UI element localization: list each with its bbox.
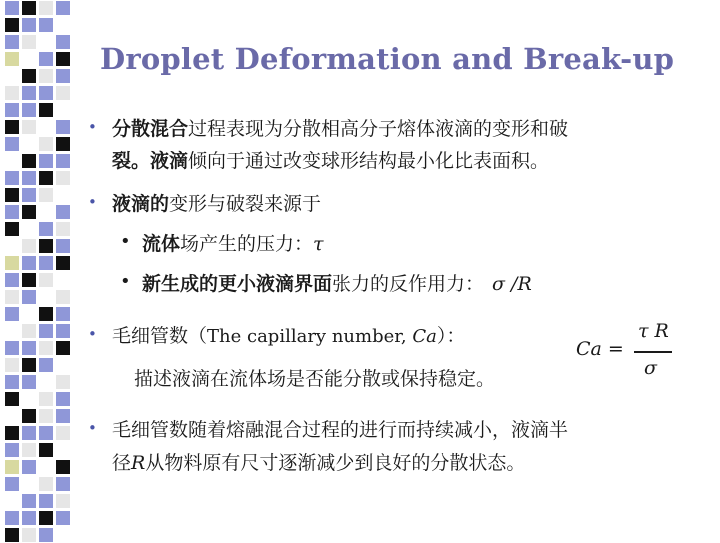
strip-square <box>55 408 71 424</box>
strip-square <box>38 238 54 254</box>
bullet-1-text: 过程表现为分散相高分子熔体液滴的变形和破 <box>188 118 569 140</box>
sigma-over-r-symbol: σ /R <box>492 273 532 295</box>
strip-square <box>38 357 54 373</box>
strip-square <box>38 425 54 441</box>
bullet-3-description: 描述液滴在流体场是否能分散或保持稳定。 <box>134 368 496 390</box>
strip-square <box>21 170 37 186</box>
bullet-2-line <box>112 189 321 216</box>
strip-square <box>55 306 71 322</box>
strip-square <box>38 527 54 543</box>
strip-square <box>4 527 20 543</box>
bullet-1-text-2: 倾向于通过改变球形结构最小化比表面积。 <box>188 150 550 172</box>
strip-square <box>55 510 71 526</box>
strip-square <box>38 442 54 458</box>
strip-square <box>4 391 20 407</box>
bullet-4-pre: 径 <box>112 452 132 474</box>
strip-square <box>55 289 71 305</box>
strip-square <box>4 136 20 152</box>
strip-square <box>55 0 71 16</box>
strip-square <box>38 153 54 169</box>
strip-square <box>21 510 37 526</box>
strip-square <box>4 221 20 237</box>
capillary-number-formula <box>576 320 676 386</box>
strip-square <box>21 238 37 254</box>
bullet-1-bold-2: 裂。液滴 <box>112 150 189 172</box>
strip-square <box>55 51 71 67</box>
strip-square <box>21 323 37 339</box>
bullet-3-text-en: The capillary number, <box>207 326 413 347</box>
strip-square <box>38 0 54 16</box>
sub-bullet-2 <box>142 269 532 296</box>
strip-square <box>21 153 37 169</box>
bullet-3-text-cn: 毛细管数（ <box>112 325 208 347</box>
bullet-1-line-1 <box>112 114 568 141</box>
strip-square <box>4 34 20 50</box>
strip-square <box>21 289 37 305</box>
strip-square <box>38 323 54 339</box>
strip-square <box>4 459 20 475</box>
formula-denominator: σ <box>644 357 657 379</box>
strip-square <box>55 85 71 101</box>
strip-square <box>55 255 71 271</box>
tau-symbol: τ <box>313 233 324 255</box>
bullet-4-line-2 <box>112 448 525 475</box>
strip-square <box>38 221 54 237</box>
strip-square <box>55 323 71 339</box>
strip-square <box>55 374 71 390</box>
strip-square <box>21 187 37 203</box>
strip-square <box>4 187 20 203</box>
strip-square <box>4 85 20 101</box>
strip-square <box>55 238 71 254</box>
strip-square <box>38 85 54 101</box>
strip-square <box>21 527 37 543</box>
strip-square <box>4 0 20 16</box>
strip-square <box>21 374 37 390</box>
strip-square <box>55 204 71 220</box>
strip-square <box>4 255 20 271</box>
sub-bullet-2-bold: 新生成的更小液滴界面 <box>142 273 333 295</box>
bullet-marker: • <box>88 419 97 437</box>
strip-square <box>4 272 20 288</box>
sub-bullet-1-text: 场产生的压力： <box>180 233 314 255</box>
strip-square <box>4 510 20 526</box>
strip-square <box>55 153 71 169</box>
strip-square <box>38 68 54 84</box>
bullet-4-post: 从物料原有尺寸逐渐减少到良好的分散状态。 <box>145 452 526 474</box>
strip-square <box>21 34 37 50</box>
strip-square <box>21 340 37 356</box>
strip-square <box>55 119 71 135</box>
sub-bullet-marker: • <box>120 231 131 252</box>
strip-square <box>4 357 20 373</box>
strip-square <box>21 119 37 135</box>
strip-square <box>55 221 71 237</box>
strip-square <box>55 476 71 492</box>
strip-square <box>21 0 37 16</box>
strip-square <box>38 340 54 356</box>
bullet-2-text: 变形与破裂来源于 <box>169 193 322 215</box>
strip-square <box>38 493 54 509</box>
strip-square <box>21 204 37 220</box>
strip-square <box>4 170 20 186</box>
strip-square <box>38 255 54 271</box>
strip-square <box>4 102 20 118</box>
strip-square <box>55 391 71 407</box>
strip-square <box>21 493 37 509</box>
strip-square <box>55 459 71 475</box>
formula-lhs: Ca = <box>576 338 624 360</box>
bullet-marker: • <box>88 193 97 211</box>
bullet-marker: • <box>88 325 97 343</box>
fraction-bar <box>634 351 672 353</box>
bullet-1-bold: 分散混合 <box>112 118 189 140</box>
strip-square <box>21 459 37 475</box>
strip-square <box>21 85 37 101</box>
radius-symbol: R <box>131 452 146 474</box>
strip-square <box>4 306 20 322</box>
strip-square <box>38 272 54 288</box>
strip-square <box>55 340 71 356</box>
sub-bullet-marker: • <box>120 271 131 292</box>
strip-square <box>21 442 37 458</box>
strip-square <box>55 68 71 84</box>
strip-square <box>4 17 20 33</box>
bullet-4-line-1: 毛细管数随着熔融混合过程的进行而持续减小，液滴半 <box>112 419 569 441</box>
bullet-1-line-2 <box>112 146 549 173</box>
strip-square <box>21 68 37 84</box>
strip-square <box>21 408 37 424</box>
sub-bullet-1-bold: 流体 <box>142 233 181 255</box>
strip-square <box>55 136 71 152</box>
strip-square <box>4 289 20 305</box>
sub-bullet-2-text: 张力的反作用力： <box>332 273 485 295</box>
strip-square <box>4 476 20 492</box>
strip-square <box>21 102 37 118</box>
strip-square <box>38 17 54 33</box>
strip-square <box>38 391 54 407</box>
strip-square <box>38 408 54 424</box>
decorative-block-strip <box>0 0 74 540</box>
bullet-3-ca: Ca <box>412 326 437 347</box>
strip-square <box>4 340 20 356</box>
strip-square <box>38 510 54 526</box>
strip-square <box>21 272 37 288</box>
strip-square <box>21 255 37 271</box>
sub-bullet-1 <box>142 229 324 256</box>
strip-square <box>38 51 54 67</box>
strip-square <box>55 493 71 509</box>
strip-square <box>38 102 54 118</box>
bullet-marker: • <box>88 118 97 136</box>
strip-square <box>21 425 37 441</box>
bullet-3-text-end: ）： <box>436 325 466 347</box>
formula-numerator: τ R <box>638 320 669 342</box>
strip-square <box>38 476 54 492</box>
strip-square <box>38 306 54 322</box>
strip-square <box>55 34 71 50</box>
strip-square <box>4 204 20 220</box>
strip-square <box>4 425 20 441</box>
strip-square <box>38 136 54 152</box>
bullet-3-line <box>112 321 465 348</box>
strip-square <box>4 51 20 67</box>
bullet-2-bold: 液滴的 <box>112 193 170 215</box>
strip-square <box>38 170 54 186</box>
strip-square <box>38 187 54 203</box>
strip-square <box>21 17 37 33</box>
strip-square <box>4 119 20 135</box>
strip-square <box>55 170 71 186</box>
slide-title: Droplet Deformation and Break-up <box>100 42 675 76</box>
strip-square <box>21 357 37 373</box>
strip-square <box>4 374 20 390</box>
strip-square <box>55 425 71 441</box>
strip-square <box>4 442 20 458</box>
